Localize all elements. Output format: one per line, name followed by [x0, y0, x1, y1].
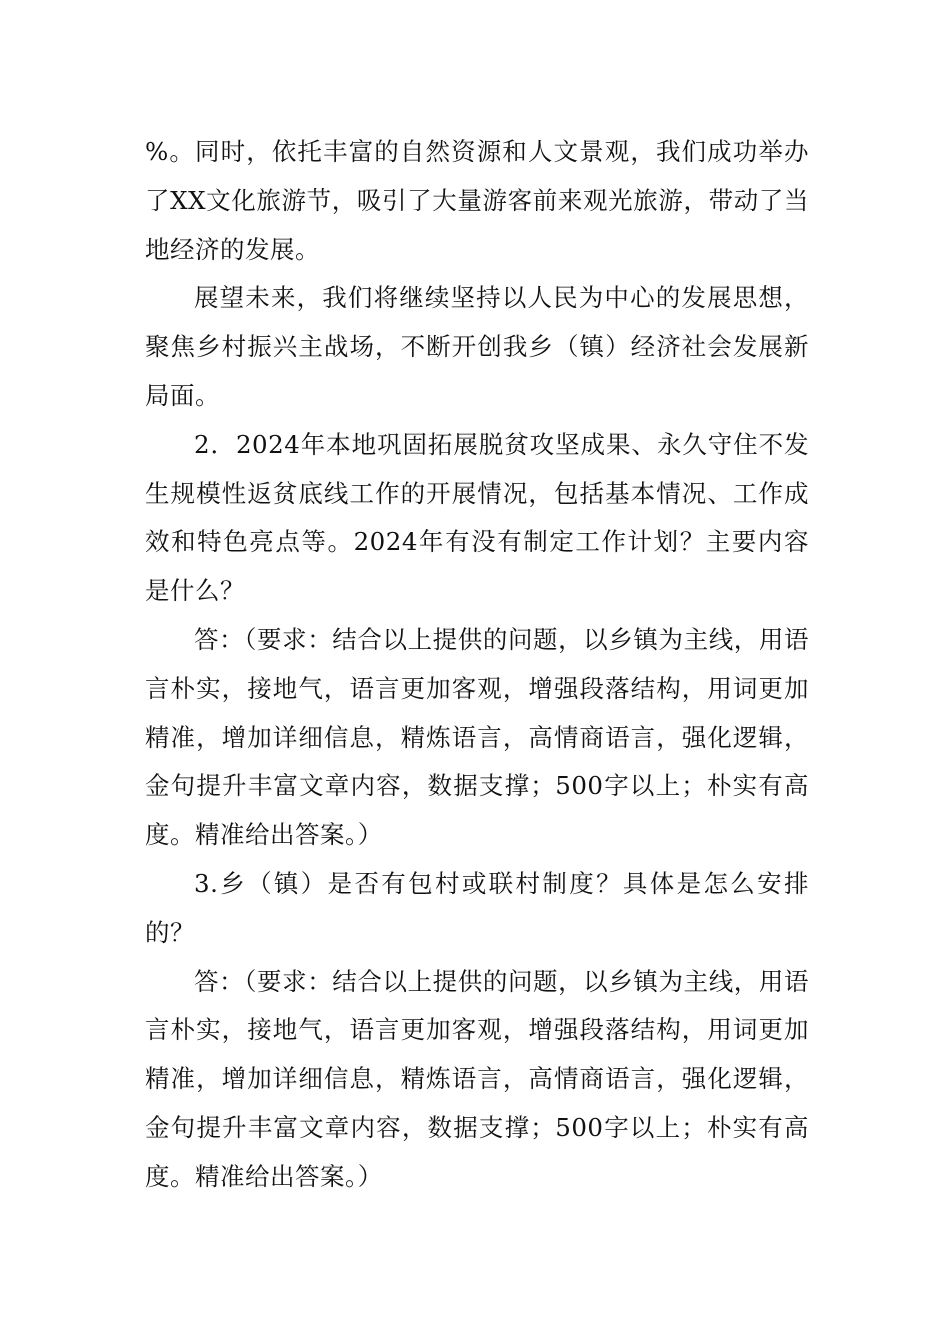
paragraph-answer-2: 答：（要求：结合以上提供的问题，以乡镇为主线，用语言朴实，接地气，语言更加客观，增强段落结构，用词更加精准，增加详细信息，精炼语言，高情商语言，强化逻辑，金句提升丰富文章内容，数据支撑；500字以上；朴实有高度。精准给出答案。） [145, 624, 809, 850]
document-body [145, 128, 809, 1202]
paragraph-answer-3: 答：（要求：结合以上提供的问题，以乡镇为主线，用语言朴实，接地气，语言更加客观，增强段落结构，用词更加精准，增加详细信息，精炼语言，高情商语言，强化逻辑，金句提升丰富文章内容，数据支撑；500字以上；朴实有高度。精准给出答案。） [145, 966, 809, 1191]
paragraph-question-3: 3.乡（镇）是否有包村或联村制度？具体是怎么安排的？ [145, 868, 809, 947]
paragraph-question-2: 2．2024年本地巩固拓展脱贫攻坚成果、永久守住不发生规模性返贫底线工作的开展情况，包括基本情况、工作成效和特色亮点等。2024年有没有制定工作计划？主要内容是什么？ [145, 429, 809, 606]
paragraph-continuation: %。同时，依托丰富的自然资源和人文景观，我们成功举办了XX文化旅游节，吸引了大量游客前来观光旅游，带动了当地经济的发展。 [145, 137, 809, 264]
paragraph-outlook: 展望未来，我们将继续坚持以人民为中心的发展思想，聚焦乡村振兴主战场，不断开创我乡（镇）经济社会发展新局面。 [145, 283, 809, 410]
